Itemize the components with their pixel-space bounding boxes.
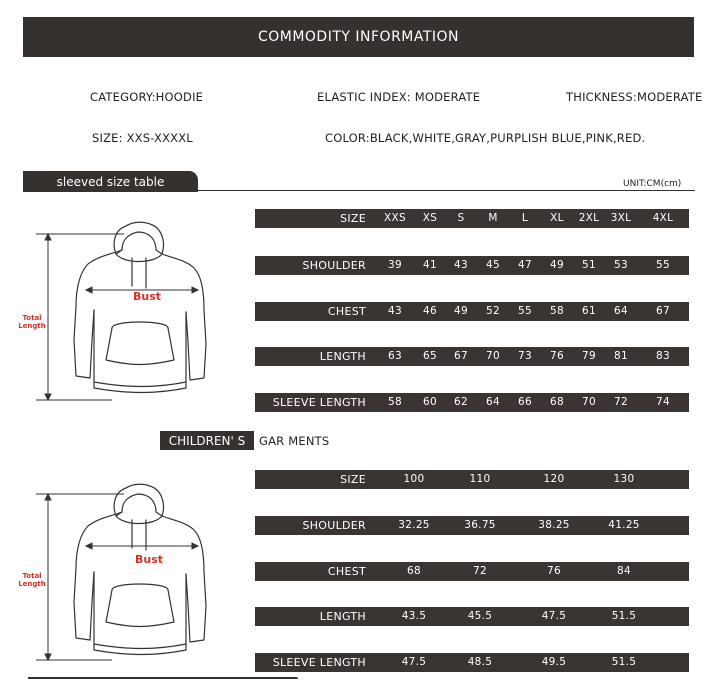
table-cell: 83 (656, 350, 670, 362)
adult-total-length-label: Total Length (18, 314, 46, 330)
table-cell: 47.5 (541, 610, 567, 622)
table-cell: 70 (486, 350, 500, 362)
table-cell: 55 (656, 259, 670, 271)
row-label: CHEST (327, 565, 366, 578)
children-bust-label: Bust (135, 553, 164, 566)
bottom-divider (28, 677, 298, 679)
table-cell: 41.25 (608, 519, 640, 531)
table-cell: 48.5 (467, 656, 493, 668)
table-cell: 84 (617, 565, 631, 577)
table-cell: 68 (407, 565, 421, 577)
table-row (255, 653, 689, 672)
hoodie-icon (28, 472, 240, 668)
table-cell: 64 (486, 396, 500, 408)
table-cell: 58 (388, 396, 402, 408)
row-label: LENGTH (319, 350, 366, 363)
elastic-info: ELASTIC INDEX: MODERATE (317, 90, 481, 104)
children-tag (160, 431, 254, 450)
table-cell: 43 (388, 305, 402, 317)
table-cell: 130 (613, 473, 635, 485)
adult-tag-label: sleeved size table (56, 174, 165, 189)
table-cell: 2XL (578, 212, 600, 224)
thickness-info: THICKNESS:MODERATE (566, 90, 703, 104)
row-label: SHOULDER (302, 259, 366, 272)
table-row (255, 302, 689, 321)
table-cell: 72 (614, 396, 628, 408)
table-cell: 45 (486, 259, 500, 271)
table-cell: 47 (518, 259, 532, 271)
table-cell: XXS (384, 212, 406, 224)
table-cell: 66 (518, 396, 532, 408)
table-row (255, 393, 689, 412)
row-label: SHOULDER (302, 519, 366, 532)
table-cell: 58 (550, 305, 564, 317)
row-label: CHEST (327, 305, 366, 318)
table-cell: 81 (614, 350, 628, 362)
table-cell: 74 (656, 396, 670, 408)
row-label: SIZE (340, 212, 366, 225)
table-cell: 61 (582, 305, 596, 317)
table-cell: 72 (473, 565, 487, 577)
row-label: SLEEVE LENGTH (272, 656, 366, 669)
table-cell: 73 (518, 350, 532, 362)
banner-title: COMMODITY INFORMATION (257, 29, 460, 45)
table-cell: 32.25 (398, 519, 430, 531)
table-cell: L (521, 212, 529, 224)
table-cell: 64 (614, 305, 628, 317)
row-label: SIZE (340, 473, 366, 486)
table-cell: 49 (550, 259, 564, 271)
table-cell: 41 (423, 259, 437, 271)
children-tag-suffix: GAR MENTS (259, 434, 330, 448)
table-cell: XL (550, 212, 564, 224)
table-cell: 43 (454, 259, 468, 271)
table-cell: 60 (423, 396, 437, 408)
table-cell: 70 (582, 396, 596, 408)
table-cell: 38.25 (538, 519, 570, 531)
children-hoodie-diagram (28, 472, 240, 668)
table-cell: 63 (388, 350, 402, 362)
section-divider (198, 190, 695, 191)
table-cell: 79 (582, 350, 596, 362)
children-tag-label: CHILDREN' S (168, 433, 246, 448)
table-cell: 45.5 (467, 610, 493, 622)
table-cell: 68 (550, 396, 564, 408)
table-cell: 62 (454, 396, 468, 408)
category-info: CATEGORY:HOODIE (90, 90, 204, 104)
table-cell: 110 (469, 473, 491, 485)
table-row (255, 209, 689, 228)
table-cell: 52 (486, 305, 500, 317)
table-cell: 3XL (610, 212, 632, 224)
hoodie-icon (28, 210, 240, 406)
table-cell: 55 (518, 305, 532, 317)
table-cell: 65 (423, 350, 437, 362)
table-row (255, 516, 689, 535)
table-cell: 43.5 (401, 610, 427, 622)
table-cell: 47.5 (401, 656, 427, 668)
adult-bust-label: Bust (133, 290, 162, 303)
adult-hoodie-diagram (28, 210, 240, 406)
table-row (255, 470, 689, 489)
table-cell: 49.5 (541, 656, 567, 668)
table-row (255, 607, 689, 626)
table-cell: 67 (656, 305, 670, 317)
table-row (255, 562, 689, 581)
table-row (255, 256, 689, 275)
table-cell: 4XL (652, 212, 674, 224)
table-cell: 120 (543, 473, 565, 485)
table-cell: 51.5 (611, 656, 637, 668)
table-cell: 51.5 (611, 610, 637, 622)
size-info: SIZE: XXS-XXXXL (92, 131, 193, 145)
commodity-info-banner (23, 17, 694, 57)
table-cell: M (488, 212, 498, 224)
table-cell: 100 (403, 473, 425, 485)
table-cell: 67 (454, 350, 468, 362)
table-row (255, 347, 689, 366)
table-cell: XS (422, 212, 438, 224)
table-cell: 53 (614, 259, 628, 271)
color-info: COLOR:BLACK,WHITE,GRAY,PURPLISH BLUE,PINK,RED. (325, 131, 646, 145)
row-label: LENGTH (319, 610, 366, 623)
table-cell: 51 (582, 259, 596, 271)
table-cell: 46 (423, 305, 437, 317)
table-cell: 39 (388, 259, 402, 271)
children-total-length-label: Total Length (18, 572, 46, 588)
table-cell: 49 (454, 305, 468, 317)
table-cell: 76 (547, 565, 561, 577)
table-cell: 36.75 (464, 519, 496, 531)
table-cell: 76 (550, 350, 564, 362)
row-label: SLEEVE LENGTH (272, 396, 366, 409)
table-cell: S (457, 212, 465, 224)
unit-label: UNIT:CM(cm) (623, 179, 682, 189)
adult-size-table-tag (23, 171, 198, 192)
